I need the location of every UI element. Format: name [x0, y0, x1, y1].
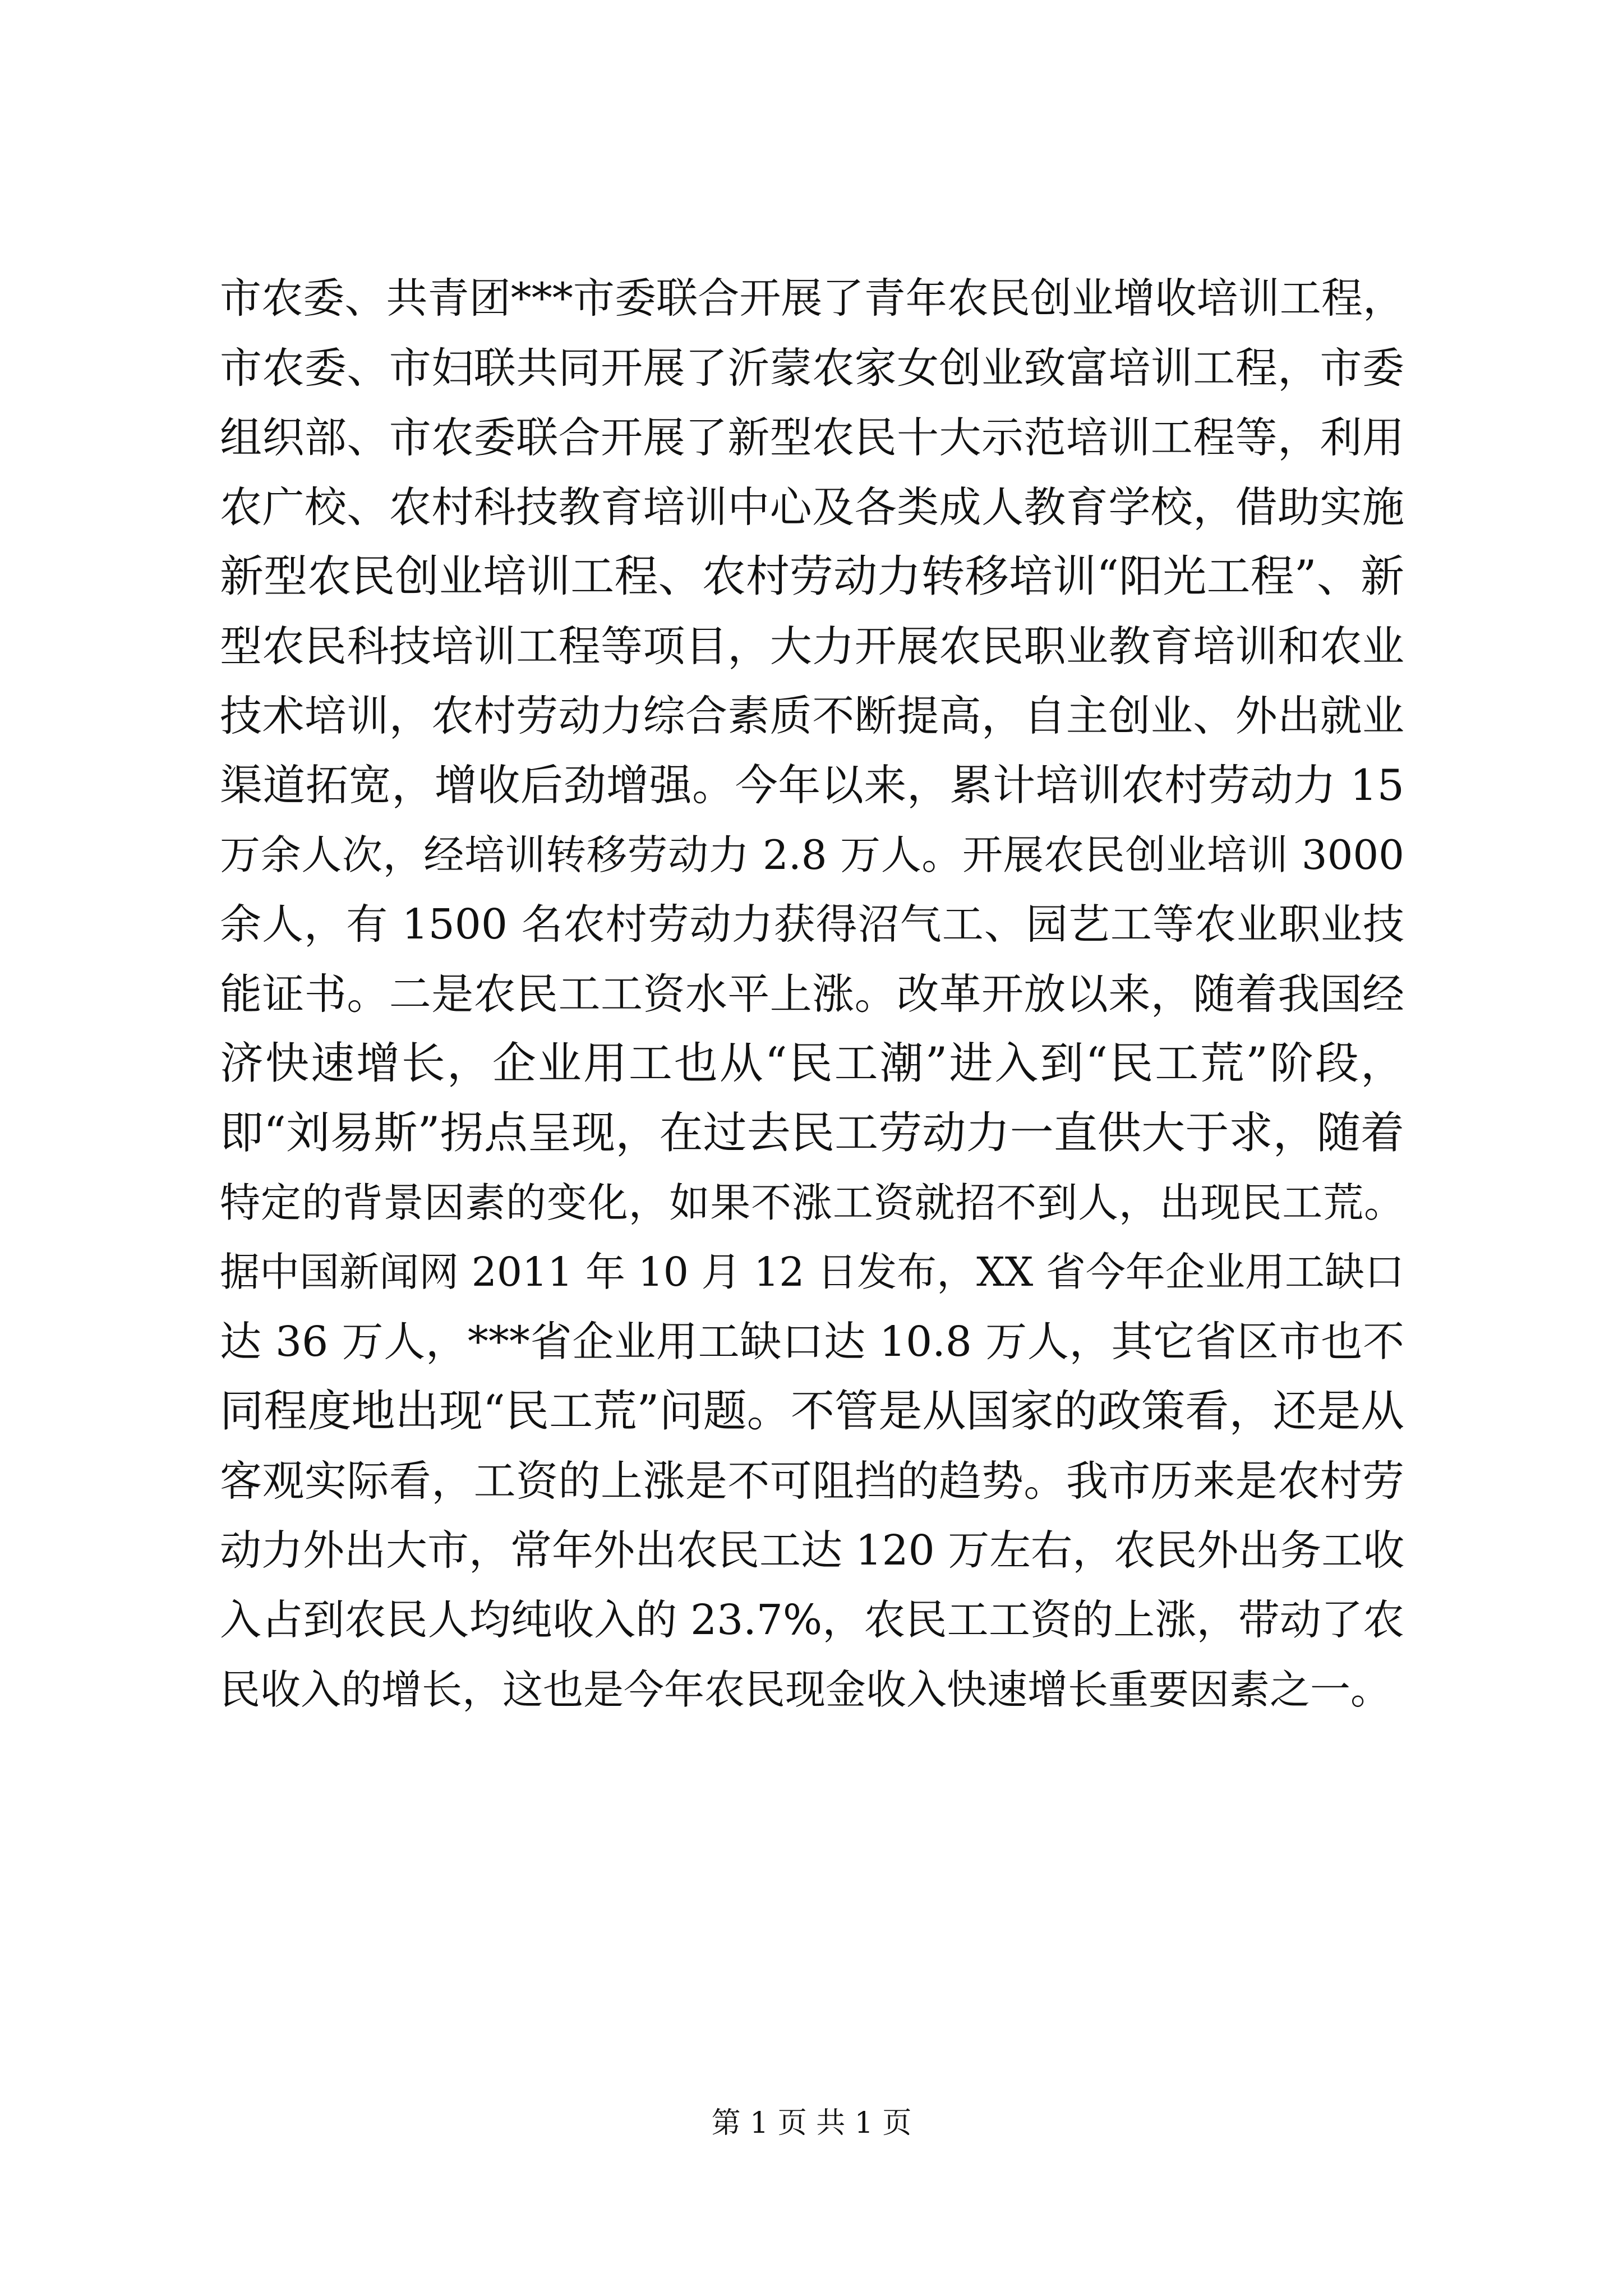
text-line: 据中国新闻网 2011 年 10 月 12 日发布，XX 省今年企业用工缺口 — [220, 1249, 1404, 1295]
text-line: 型农民科技培训工程等项目，大力开展农民职业教育培训和农业 — [220, 622, 1404, 671]
page-footer: 第 1 页 共 1 页 — [711, 2106, 912, 2140]
text-line: 入占到农民人均纯收入的 23.7%，农民工工资的上涨，带动了农 — [220, 1596, 1404, 1644]
text-line: 即“刘易斯”拐点呈现，在过去民工劳动力一直供大于求，随着 — [220, 1108, 1404, 1158]
text-line: 达 36 万人，***省企业用工缺口达 10.8 万人，其它省区市也不 — [220, 1318, 1404, 1366]
text-line: 农广校、农村科技教育培训中心及各类成人教育学校，借助实施 — [220, 482, 1404, 532]
text-line: 动力外出大市，常年外出农民工达 120 万左右，农民外出务工收 — [220, 1526, 1405, 1575]
text-line: 能证书。二是农民工工资水平上涨。改革开放以来，随着我国经 — [220, 969, 1404, 1019]
text-line: 余人，有 1500 名农村劳动力获得沼气工、园艺工等农业职业技 — [220, 900, 1404, 949]
body-paragraph — [220, 264, 1404, 1724]
text-line: 市农委、市妇联共同开展了沂蒙农家女创业致富培训工程，市委 — [220, 343, 1404, 393]
text-line: 渠道拓宽，增收后劲增强。今年以来，累计培训农村劳动力 15 — [220, 760, 1404, 810]
text-line: 组织部、市农委联合开展了新型农民十大示范培训工程等，利用 — [220, 413, 1404, 462]
text-line: 济快速增长，企业用工也从“民工潮”进入到“民工荒”阶段， — [220, 1038, 1404, 1089]
text-line: 新型农民创业培训工程、农村劳动力转移培训“阳光工程”、新 — [220, 551, 1404, 602]
text-line: 万余人次，经培训转移劳动力 2.8 万人。开展农民创业培训 3000 — [220, 831, 1404, 878]
text-line: 特定的背景因素的变化，如果不涨工资就招不到人，出现民工荒。 — [220, 1179, 1404, 1226]
text-line: 民收入的增长，这也是今年农民现金收入快速增长重要因素之一。 — [220, 1666, 1391, 1713]
text-line: 技术培训，农村劳动力综合素质不断提高，自主创业、外出就业 — [220, 691, 1404, 740]
text-line: 市农委、共青团***市委联合开展了青年农民创业增收培训工程， — [220, 274, 1404, 323]
text-line: 同程度地出现“民工荒”问题。不管是从国家的政策看，还是从 — [220, 1386, 1404, 1437]
text-line: 客观实际看，工资的上涨是不可阻挡的趋势。我市历来是农村劳 — [220, 1456, 1404, 1506]
